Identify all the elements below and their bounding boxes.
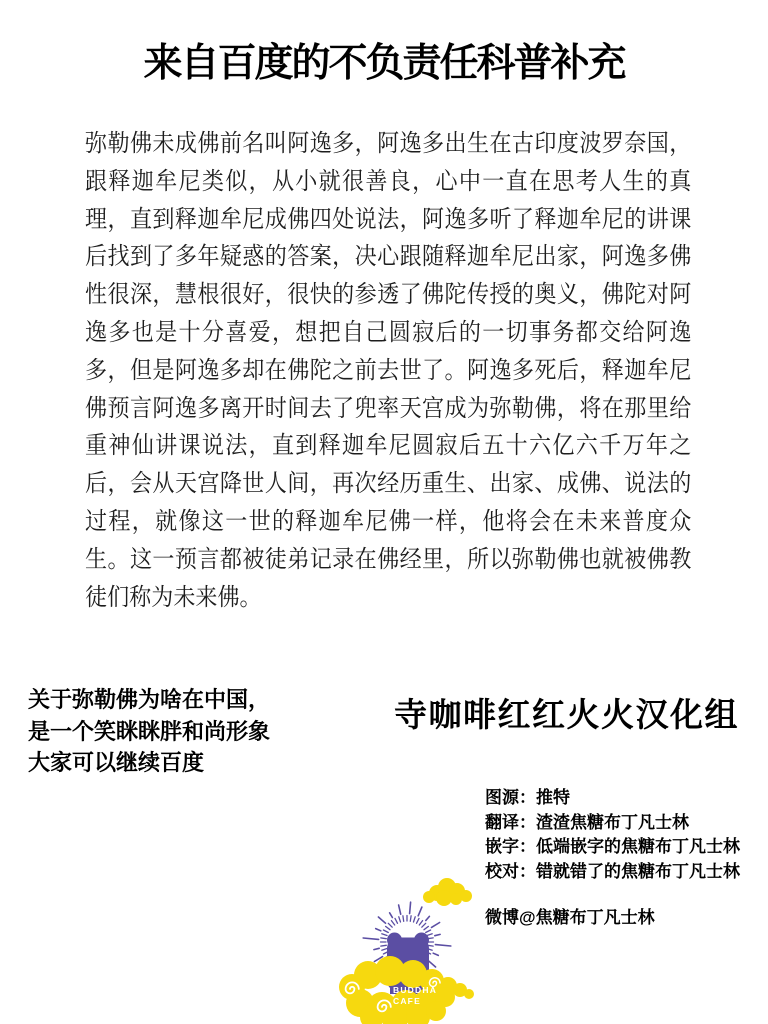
weibo-handle: 微博@焦糖布丁凡士林 (485, 908, 655, 927)
handwritten-note (28, 684, 270, 779)
paragraph-line: 逸多也是十分喜爱，想把自己圆寂后的一切事务都交给阿逸 (85, 318, 692, 346)
credit-line-translator: 翻译：渣渣焦糖布丁凡士林 (485, 812, 689, 832)
translation-group-name: 寺咖啡红红火火汉化组 (394, 696, 739, 733)
paragraph-line: 弥勒佛未成佛前名叫阿逸多，阿逸多出生在古印度波罗奈国， (85, 130, 692, 157)
main-paragraph (85, 125, 691, 616)
logo-text-line2: CAFE (393, 996, 421, 1006)
credit-line-proofreader: 校对：错就错了的焦糖布丁凡士林 (485, 861, 740, 881)
credits-block (485, 786, 740, 884)
paragraph-line: 后，会从天宫降世人间，再次经历重生、出家、成佛、说法的 (85, 470, 692, 498)
note-line: 大家可以继续百度 (28, 750, 205, 775)
paragraph-line: 多，但是阿逸多却在佛陀之前去世了。阿逸多死后，释迦牟尼 (85, 356, 692, 384)
buddha-cafe-logo (330, 875, 500, 1024)
paragraph-line: 过程，就像这一世的释迦牟尼佛一样，他将会在未来普度众 (85, 507, 692, 535)
paragraph-line: 徒们称为未来佛。 (85, 583, 262, 611)
credit-line-source: 图源：推特 (485, 788, 570, 807)
paragraph-line: 重神仙讲课说法，直到释迦牟尼圆寂后五十六亿六千万年之 (85, 432, 692, 460)
buddha-cafe-logo-art (330, 875, 500, 1024)
paragraph-line: 跟释迦牟尼类似，从小就很善良，心中一直在思考人生的真 (85, 167, 692, 195)
logo-text-line1: BUDDHA (393, 985, 438, 995)
note-line: 关于弥勒佛为啥在中国， (28, 687, 271, 712)
paragraph-line: 后找到了多年疑惑的答案，决心跟随释迦牟尼出家，阿逸多佛 (85, 243, 692, 271)
note-line: 是一个笑眯眯胖和尚形象 (28, 718, 271, 744)
paragraph-line: 佛预言阿逸多离开时间去了兜率天宫成为弥勒佛，将在那里给 (85, 394, 692, 422)
paragraph-line: 生。这一预言都被徒弟记录在佛经里，所以弥勒佛也就被佛教 (85, 545, 692, 573)
paragraph-line: 理，直到释迦牟尼成佛四处说法，阿逸多听了释迦牟尼的讲课 (85, 205, 692, 233)
small-cloud-icon (423, 878, 472, 906)
paragraph-line: 性很深，慧根很好，很快的参透了佛陀传授的奥义，佛陀对阿 (85, 281, 692, 309)
page-title: 来自百度的不负责任科普补充 (143, 42, 625, 85)
credit-line-typesetter: 嵌字：低端嵌字的焦糖布丁凡士林 (485, 837, 740, 856)
